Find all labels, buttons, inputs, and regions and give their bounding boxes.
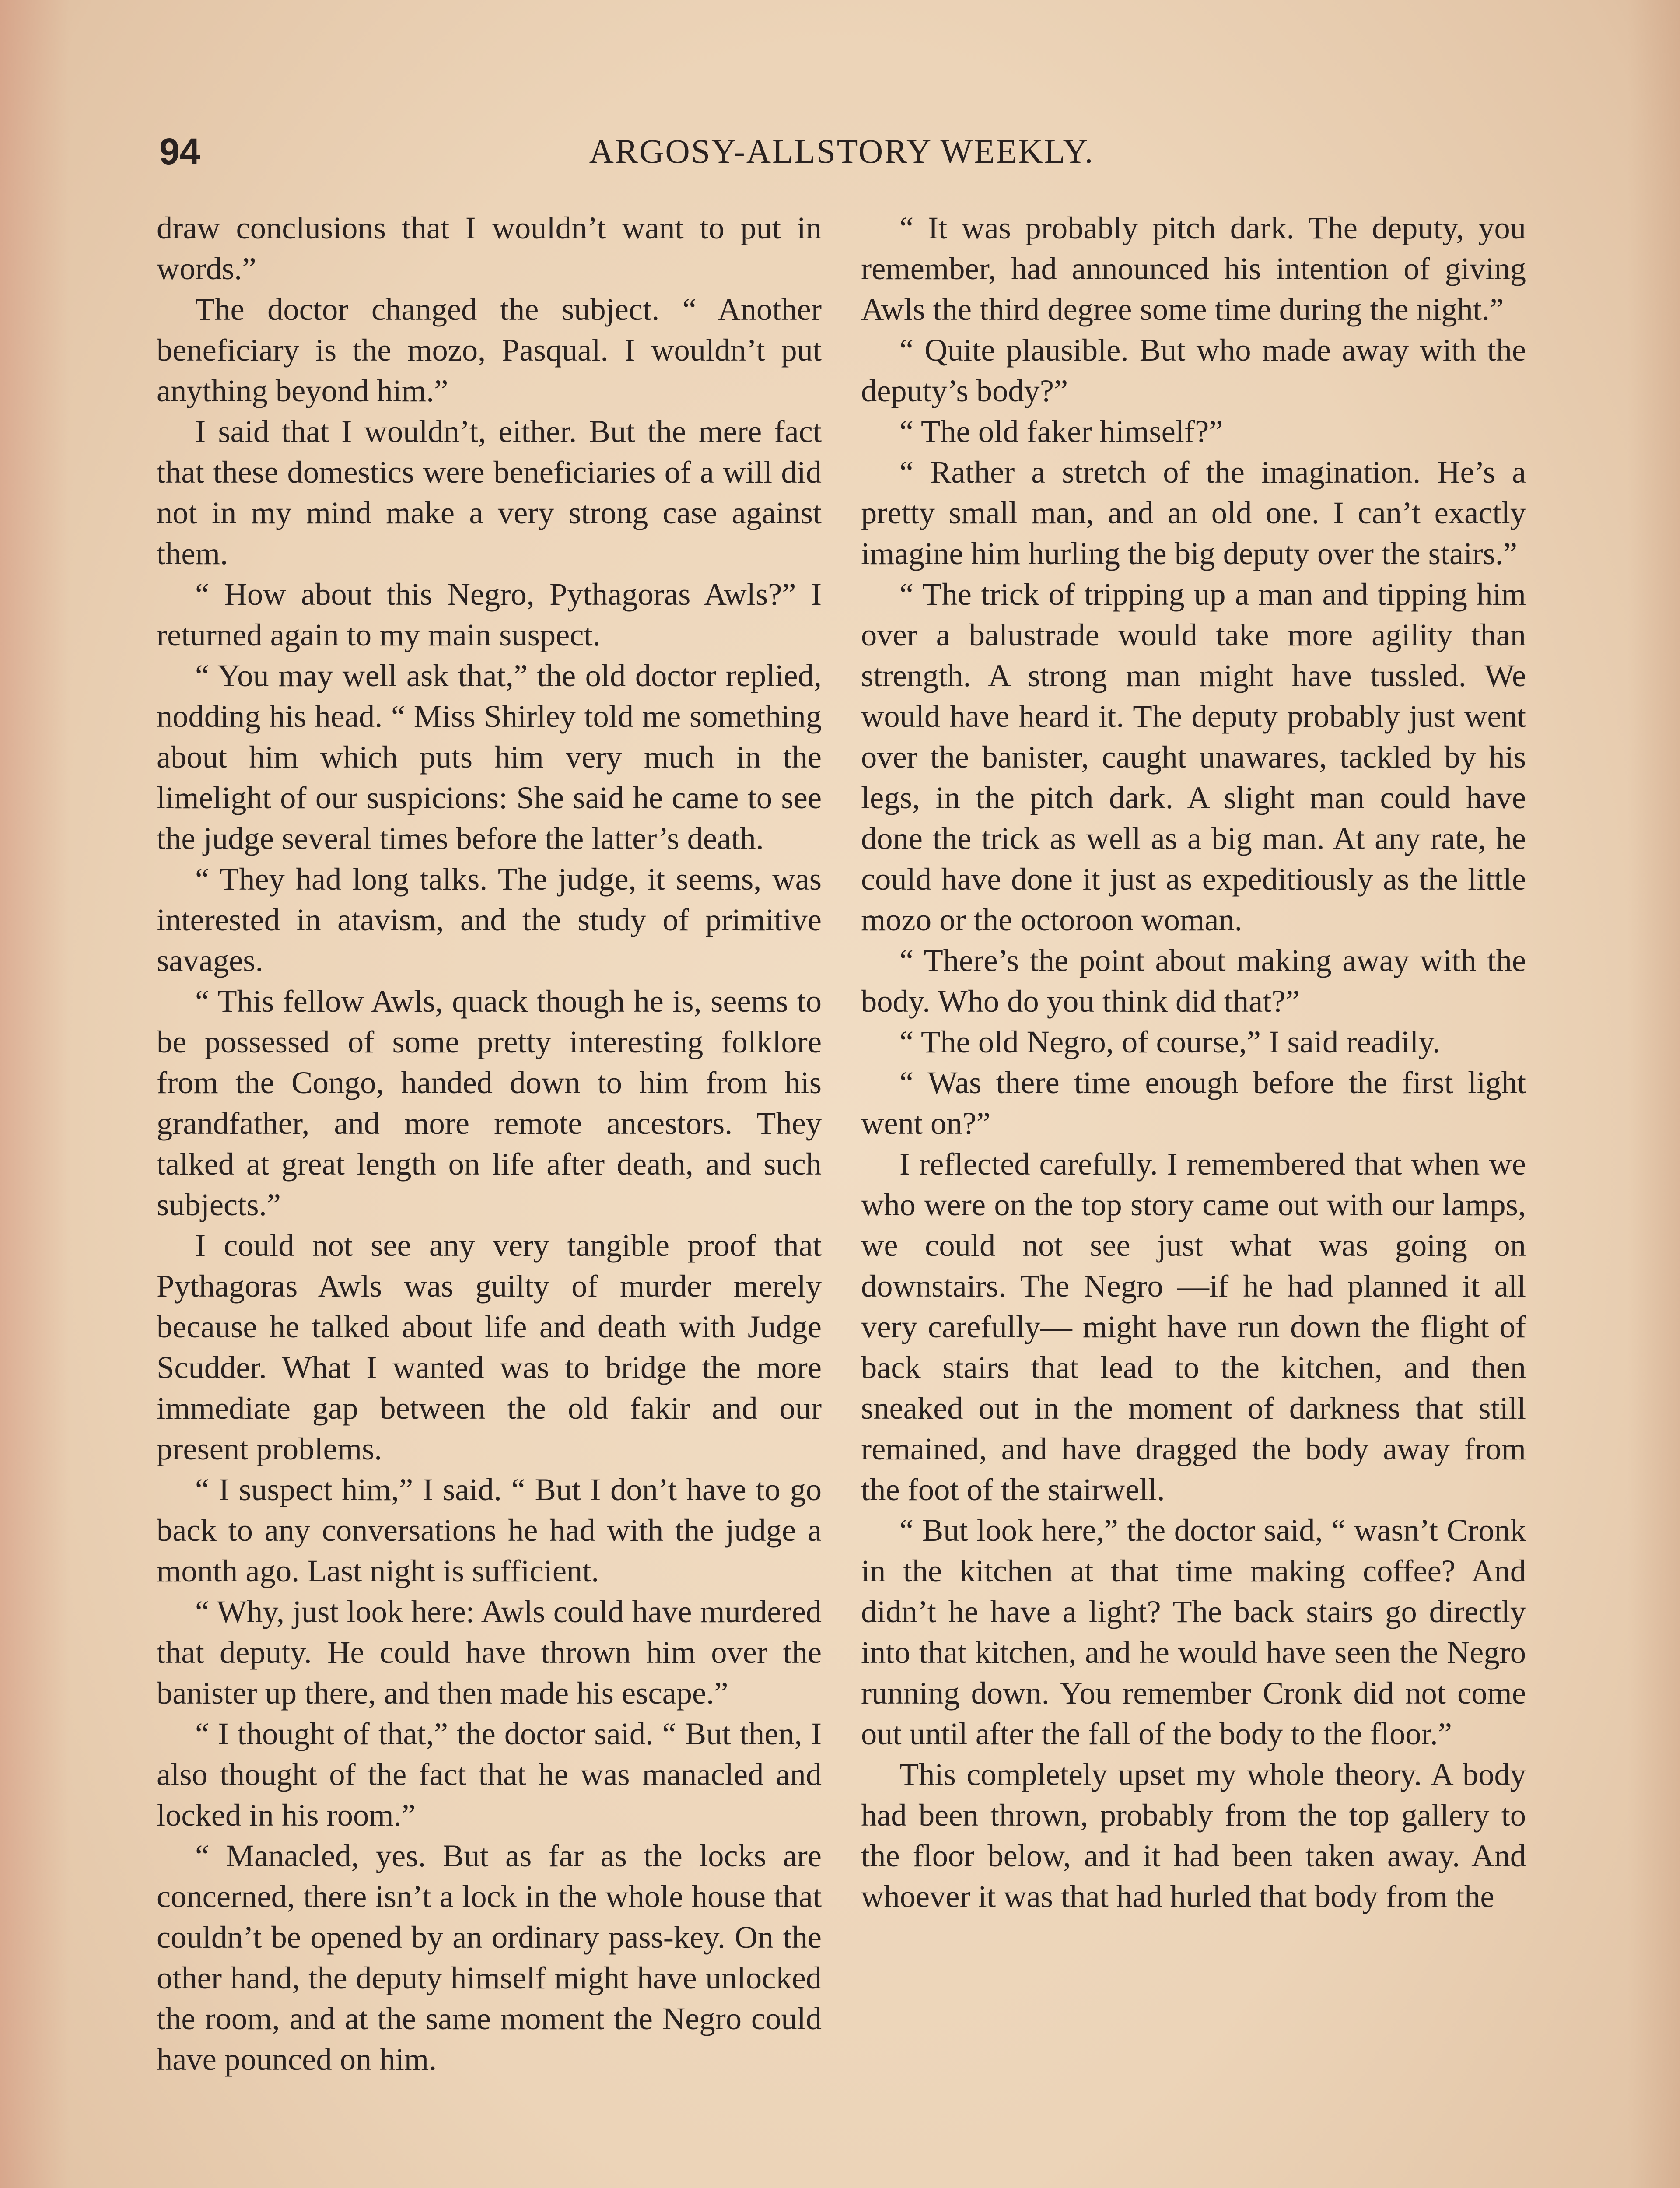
paragraph: “ They had long talks. The judge, it seems, was interested in atavism, and the study of primitive savages.: [157, 861, 822, 978]
paragraph: I said that I wouldn’t, either. But the mere fact that these domestics were beneficiaries of a will did not in my mind make a very strong case against them.: [157, 414, 822, 571]
paragraph: “ The trick of tripping up a man and tipping him over a balustrade would take more agility than strength. A strong man might have tussled. We would have heard it. The deputy probably just went over the banister, caught unawares, tackled by his legs, in the pitch dark. A slight man could have done the trick as well as a big man. At any rate, he could have done it just as expeditiously as the little mozo or the octoroon woman.: [861, 576, 1526, 937]
page-number: 94: [159, 131, 200, 172]
paragraph: “ Quite plausible. But who made away with the deputy’s body?”: [861, 332, 1526, 408]
paragraph: This completely upset my whole theory. A body had been thrown, probably from the top gallery to the floor below, and it had been taken away. And whoever it was that had hurled that body from the: [861, 1757, 1526, 1914]
paragraph: draw conclusions that I wouldn’t want to put in words.”: [157, 210, 822, 286]
paragraph: “ It was probably pitch dark. The deputy, you remember, had announced his intention of giving Awls the third degree some time during the night.”: [861, 210, 1526, 327]
paragraph: I could not see any very tangible proof that Pythagoras Awls was guilty of murder merely because he talked about life and death with Judge Scudder. What I wanted was to bridge the more immediate gap between the old fakir and our present problems.: [157, 1227, 822, 1466]
paragraph: “ There’s the point about making away with the body. Who do you think did that?”: [861, 943, 1526, 1019]
paragraph: I reflected carefully. I remembered that when we who were on the top story came out with our lamps, we could not see just what was going on downstairs. The Negro —if he had planned it all very carefully— might have run down the flight of back stairs that lead to the kitchen, and then sneaked out in the moment of darkness that still remained, and have dragged the body away from the foot of the stairwell.: [861, 1146, 1526, 1507]
paragraph: “ But look here,” the doctor said, “ wasn’t Cronk in the kitchen at that time making coffee? And didn’t he have a light? The back stairs go directly into that kitchen, and he would have seen the Negro running down. You remember Cronk did not come out until after the fall of the body to the floor.”: [861, 1512, 1526, 1751]
page-edge-shading-right: [1628, 0, 1680, 2188]
page-edge-shading-left: [0, 0, 70, 2188]
paragraph: “ I suspect him,” I said. “ But I don’t have to go back to any conversations he had with the judge a month ago. Last night is sufficient.: [157, 1472, 822, 1588]
right-column: [861, 207, 1526, 1917]
paragraph: “ Rather a stretch of the imagination. He’s a pretty small man, and an old one. I can’t exactly imagine him hurling the big deputy over the stairs.”: [861, 454, 1526, 571]
paragraph: “ Was there time enough before the first light went on?”: [861, 1065, 1526, 1141]
paragraph: “ I thought of that,” the doctor said. “ But then, I also thought of the fact that he was manacled and locked in his room.”: [157, 1716, 822, 1833]
paragraph: “ The old Negro, of course,” I said readily.: [900, 1024, 1441, 1059]
paragraph: “ You may well ask that,” the old doctor replied, nodding his head. “ Miss Shirley told me something about him which puts him very much in the limelight of our suspicions: She said he came to see the judge several times before the latter’s death.: [157, 658, 822, 856]
paragraph: “ This fellow Awls, quack though he is, seems to be possessed of some pretty interesting folklore from the Congo, handed down to him from his grandfather, and more remote ancestors. They talked at great length on life after death, and such subjects.”: [157, 983, 822, 1222]
left-column: [157, 207, 822, 2079]
paragraph: “ Why, just look here: Awls could have murdered that deputy. He could have thrown him over the banister up there, and then made his escape.”: [157, 1594, 822, 1711]
paragraph: “ The old faker himself?”: [900, 414, 1223, 449]
paragraph: The doctor changed the subject. “ Another beneficiary is the mozo, Pasqual. I wouldn’t put anything beyond him.”: [157, 291, 822, 408]
page-header: [159, 130, 1524, 178]
paragraph: “ Manacled, yes. But as far as the locks are concerned, there isn’t a lock in the whole house that couldn’t be opened by an ordinary pass-key. On the other hand, the deputy himself might have unlocked the room, and at the same moment the Negro could have pounced on him.: [157, 1838, 822, 2077]
paragraph: “ How about this Negro, Pythagoras Awls?” I returned again to my main suspect.: [157, 576, 822, 652]
running-head: ARGOSY-ALLSTORY WEEKLY.: [589, 132, 1095, 170]
